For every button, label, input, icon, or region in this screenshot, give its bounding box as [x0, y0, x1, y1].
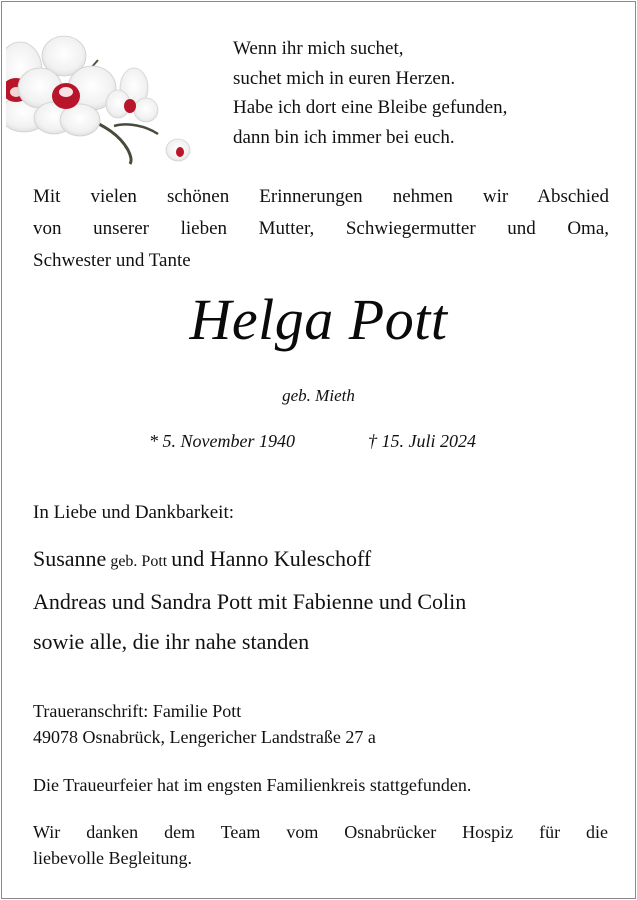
poem-line: dann bin ich immer bei euch. — [233, 126, 455, 148]
poem-line: Habe ich dort eine Bleibe gefunden, — [233, 97, 508, 118]
address-line: Traueranschrift: Familie Pott — [33, 701, 242, 721]
obituary-card — [1, 1, 636, 899]
mourner-line: sowie alle, die ihr nahe standen — [33, 629, 310, 654]
thanks-paragraph — [33, 819, 608, 871]
intro-line: von unserer lieben Mutter, Schwiegermutter und Oma, — [33, 218, 609, 239]
mourner-maiden-name: geb. Pott — [106, 553, 172, 570]
intro-paragraph — [33, 181, 609, 277]
thanks-line: Wir danken dem Team vom Osnabrücker Hospiz für die — [33, 822, 608, 842]
intro-line: Schwester und Tante — [33, 250, 191, 271]
deceased-name: Helga Pott — [189, 287, 448, 352]
thanks-line: liebevolle Begleitung. — [33, 848, 192, 868]
address-line: 49078 Osnabrück, Lengericher Landstraße 27 a — [33, 727, 376, 747]
orchid-illustration — [6, 30, 194, 166]
poem-line: Wenn ihr mich suchet, — [233, 38, 404, 59]
funeral-notice: Die Traueurfeier hat im engsten Familienkreis stattgefunden. — [33, 775, 472, 795]
mourner-line: Andreas und Sandra Pott mit Fabienne und Colin — [33, 589, 467, 614]
mourners-list — [33, 539, 613, 662]
mourner-partner: und Hanno Kuleschoff — [171, 546, 372, 571]
mourners-heading: In Liebe und Dankbarkeit: — [33, 502, 235, 523]
poem-line: suchet mich in euren Herzen. — [233, 67, 456, 89]
intro-line: Mit vielen schönen Erinnerungen nehmen wir Abschied — [33, 186, 609, 207]
mourner-name: Susanne — [33, 546, 107, 571]
death-date: † 15. Juli 2024 — [368, 431, 476, 451]
poem — [233, 34, 613, 152]
mourning-address — [33, 698, 376, 750]
mourner-line — [33, 539, 613, 582]
birth-date: * 5. November 1940 — [149, 431, 295, 451]
birth-name: geb. Mieth — [282, 386, 355, 405]
